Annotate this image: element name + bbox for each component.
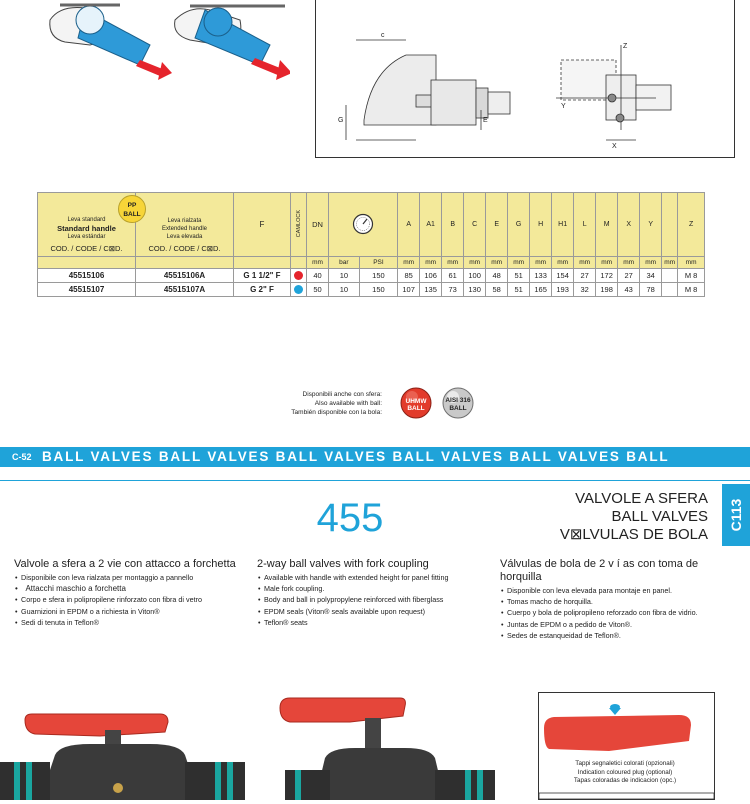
svg-text:UHMW: UHMW <box>405 398 427 405</box>
col2-en: Extended handle <box>161 225 208 232</box>
svg-text:AISI 316: AISI 316 <box>445 397 471 404</box>
unit-cell: PSI <box>359 257 397 269</box>
camlock-blue-dot <box>294 285 303 294</box>
cell-h1: 193 <box>552 283 574 297</box>
description-english <box>257 558 495 628</box>
band-title: BALL VALVES BALL VALVES BALL VALVES BALL VALVES BALL VALVES BALL <box>41 449 670 464</box>
also-available-text <box>270 390 382 417</box>
unit-cell: mm <box>596 257 618 269</box>
uhmw-ball-badge <box>401 388 431 418</box>
cell-z: M 8 <box>678 283 705 297</box>
col-a1: A1 <box>420 193 442 257</box>
col-a: A <box>398 193 420 257</box>
plug-es: Tapas coloradas de indicacion (opc.) <box>573 777 677 784</box>
hand-right-illustration <box>175 6 290 80</box>
list-item: • Male fork coupling. <box>257 583 495 594</box>
col-m: M <box>596 193 618 257</box>
code-standard: 45515107 <box>38 283 136 297</box>
cell-a: 107 <box>398 283 420 297</box>
cell-psi: 150 <box>359 269 397 283</box>
dim-label-y: Y <box>561 103 566 110</box>
unit-cell <box>234 257 291 269</box>
svg-text:BALL: BALL <box>449 405 467 412</box>
camlock-red-dot <box>294 271 303 280</box>
cell-psi: 150 <box>359 283 397 297</box>
unit-cell: mm <box>618 257 640 269</box>
cell-m: 198 <box>596 283 618 297</box>
valve-photo-extended <box>265 688 510 800</box>
dim-label-c: c <box>381 32 385 39</box>
list-item: • Guarnizioni in EPDM o a richiesta in Viton® <box>14 606 254 617</box>
table-row <box>38 283 705 297</box>
unit-cell: mm <box>307 257 329 269</box>
cell-a1: 106 <box>420 269 442 283</box>
cell-x: 27 <box>618 269 640 283</box>
col-blank <box>662 193 678 257</box>
description-title: 2-way ball valves with fork coupling <box>257 558 429 570</box>
cell-z: M 8 <box>678 269 705 283</box>
description-title: Válvulas de bola de 2 v í as con toma de horquilla <box>500 558 699 583</box>
unit-cell <box>38 257 136 269</box>
list-item: • Sedes de estanqueidad de Teflon®. <box>500 630 720 641</box>
section-band <box>0 447 750 467</box>
unit-cell: mm <box>574 257 596 269</box>
col2-it: Leva rialzata <box>167 217 202 224</box>
page-title <box>520 490 708 544</box>
col-h1: H1 <box>552 193 574 257</box>
col-l: L <box>574 193 596 257</box>
col1-es: Leva estándar <box>67 234 106 240</box>
title-es: V⊠LVULAS DE BOLA <box>559 526 708 543</box>
col-z: Z <box>678 193 705 257</box>
list-item: • Cuerpo y bola de polipropileno reforzado con fibra de vidrio. <box>500 607 720 618</box>
category-tab <box>722 484 750 546</box>
cell-g: 51 <box>508 283 530 297</box>
also-it: Disponibili anche con sfera: <box>302 391 382 398</box>
dim-label-z: Z <box>623 43 628 50</box>
list-item: • Available with handle with extended height for panel fitting <box>257 572 495 583</box>
unit-cell: mm <box>464 257 486 269</box>
col-h: H <box>530 193 552 257</box>
unit-cell: mm <box>508 257 530 269</box>
col-b: B <box>442 193 464 257</box>
cell-bar: 10 <box>329 283 360 297</box>
unit-cell: mm <box>420 257 442 269</box>
code-standard: 45515106 <box>38 269 136 283</box>
col-standard-handle <box>38 193 141 257</box>
unit-cell: mm <box>640 257 662 269</box>
also-en: Also available with ball: <box>314 400 382 407</box>
model-number: 455 <box>316 496 384 540</box>
cell-dn: 40 <box>307 269 329 283</box>
hand-left-illustration <box>50 5 172 80</box>
cell-bar: 10 <box>329 269 360 283</box>
dim-label-e: E <box>483 117 488 124</box>
col-f: F <box>234 193 291 257</box>
col1-code: COD. / CODE / C⊠D. <box>50 244 123 253</box>
code-extended: 45515107A <box>136 283 234 297</box>
spec-table <box>37 192 705 297</box>
col1-en: Standard handle <box>57 224 116 233</box>
pressure-gauge-icon <box>352 213 374 235</box>
list-item: • Body and ball in polypropylene reinforced with fiberglass <box>257 594 495 605</box>
hand-coupling-illustration <box>40 0 290 95</box>
cell-l: 27 <box>574 269 596 283</box>
also-es: También disponible con la bola: <box>291 409 382 416</box>
cell-dn: 50 <box>307 283 329 297</box>
units-row <box>38 257 705 269</box>
plug-en: Indication coloured plug (optional) <box>577 768 673 776</box>
plug-caption <box>540 760 710 786</box>
pp-ball-badge: PP BALL <box>118 195 146 223</box>
unit-cell: mm <box>486 257 508 269</box>
valve-photo-standard <box>0 700 245 800</box>
category-code: C113 <box>728 498 744 532</box>
cell-e: 58 <box>486 283 508 297</box>
title-it: VALVOLE A SFERA <box>575 490 708 507</box>
unit-cell <box>291 257 307 269</box>
cell-g: 51 <box>508 269 530 283</box>
col-pressure <box>329 193 398 257</box>
unit-cell: mm <box>662 257 678 269</box>
aisi-316-ball-badge <box>443 388 473 418</box>
unit-cell: mm <box>678 257 705 269</box>
cell-a: 85 <box>398 269 420 283</box>
col-dn: DN <box>307 193 329 257</box>
unit-cell: bar <box>329 257 360 269</box>
ball-options-badges <box>398 386 478 422</box>
list-item: • Attacchi maschio a forchetta <box>14 583 254 594</box>
unit-cell: mm <box>552 257 574 269</box>
technical-drawing <box>315 0 735 158</box>
unit-cell: mm <box>530 257 552 269</box>
cell-e: 48 <box>486 269 508 283</box>
list-item: • Teflon® seats <box>257 617 495 628</box>
cell-blank <box>662 283 678 297</box>
camlock-color <box>291 269 307 283</box>
list-item: • Tomas macho de horquilla. <box>500 596 720 607</box>
cell-y: 78 <box>640 283 662 297</box>
description-title: Valvole a sfera a 2 vie con attacco a forchetta <box>14 558 236 570</box>
page-number: C-52 <box>12 452 32 462</box>
col-extended-handle <box>136 193 234 257</box>
cell-h: 165 <box>530 283 552 297</box>
dim-label-g: G <box>338 117 344 124</box>
unit-cell <box>136 257 234 269</box>
thread-f: G 1 1/2" F <box>234 269 291 283</box>
divider <box>0 480 750 481</box>
col-c: C <box>464 193 486 257</box>
dim-label-x: X <box>612 143 617 150</box>
description-italian <box>14 558 254 628</box>
code-extended: 45515106A <box>136 269 234 283</box>
description-spanish <box>500 558 720 641</box>
col-x: X <box>618 193 640 257</box>
cell-a1: 135 <box>420 283 442 297</box>
camlock-color <box>291 283 307 297</box>
col-y: Y <box>640 193 662 257</box>
cell-c: 130 <box>464 283 486 297</box>
camlock-label: CAMLOCK <box>295 209 302 238</box>
list-item: • Corpo e sfera in polipropilene rinforzato con fibra di vetro <box>14 594 254 605</box>
col2-es: Leva elevada <box>166 233 203 240</box>
cell-h1: 154 <box>552 269 574 283</box>
cell-b: 73 <box>442 283 464 297</box>
list-item: • Juntas de EPDM o a pedido de Viton®. <box>500 619 720 630</box>
cell-c: 100 <box>464 269 486 283</box>
cell-x: 43 <box>618 283 640 297</box>
svg-text:BALL: BALL <box>407 405 425 412</box>
col-e: E <box>486 193 508 257</box>
list-item: • Disponible con leva elevada para montaje en panel. <box>500 585 720 596</box>
col2-code: COD. / CODE / C⊠D. <box>148 243 221 253</box>
cell-blank <box>662 269 678 283</box>
list-item: • Sedi di tenuta in Teflon® <box>14 617 254 628</box>
thread-f: G 2" F <box>234 283 291 297</box>
list-item: • EPDM seals (Viton® seals available upon request) <box>257 606 495 617</box>
col1-it: Leva standard <box>67 217 106 223</box>
cell-y: 34 <box>640 269 662 283</box>
cell-b: 61 <box>442 269 464 283</box>
dimension-drawing <box>316 0 736 158</box>
list-item: • Disponibile con leva rialzata per montaggio a pannello <box>14 572 254 583</box>
table-row <box>38 269 705 283</box>
plug-it: Tappi segnaletici colorati (opzionali) <box>575 760 675 767</box>
col-g: G <box>508 193 530 257</box>
col-camlock <box>291 193 307 257</box>
title-en: BALL VALVES <box>611 508 708 525</box>
cell-l: 32 <box>574 283 596 297</box>
unit-cell: mm <box>398 257 420 269</box>
cell-m: 172 <box>596 269 618 283</box>
cell-h: 133 <box>530 269 552 283</box>
unit-cell: mm <box>442 257 464 269</box>
